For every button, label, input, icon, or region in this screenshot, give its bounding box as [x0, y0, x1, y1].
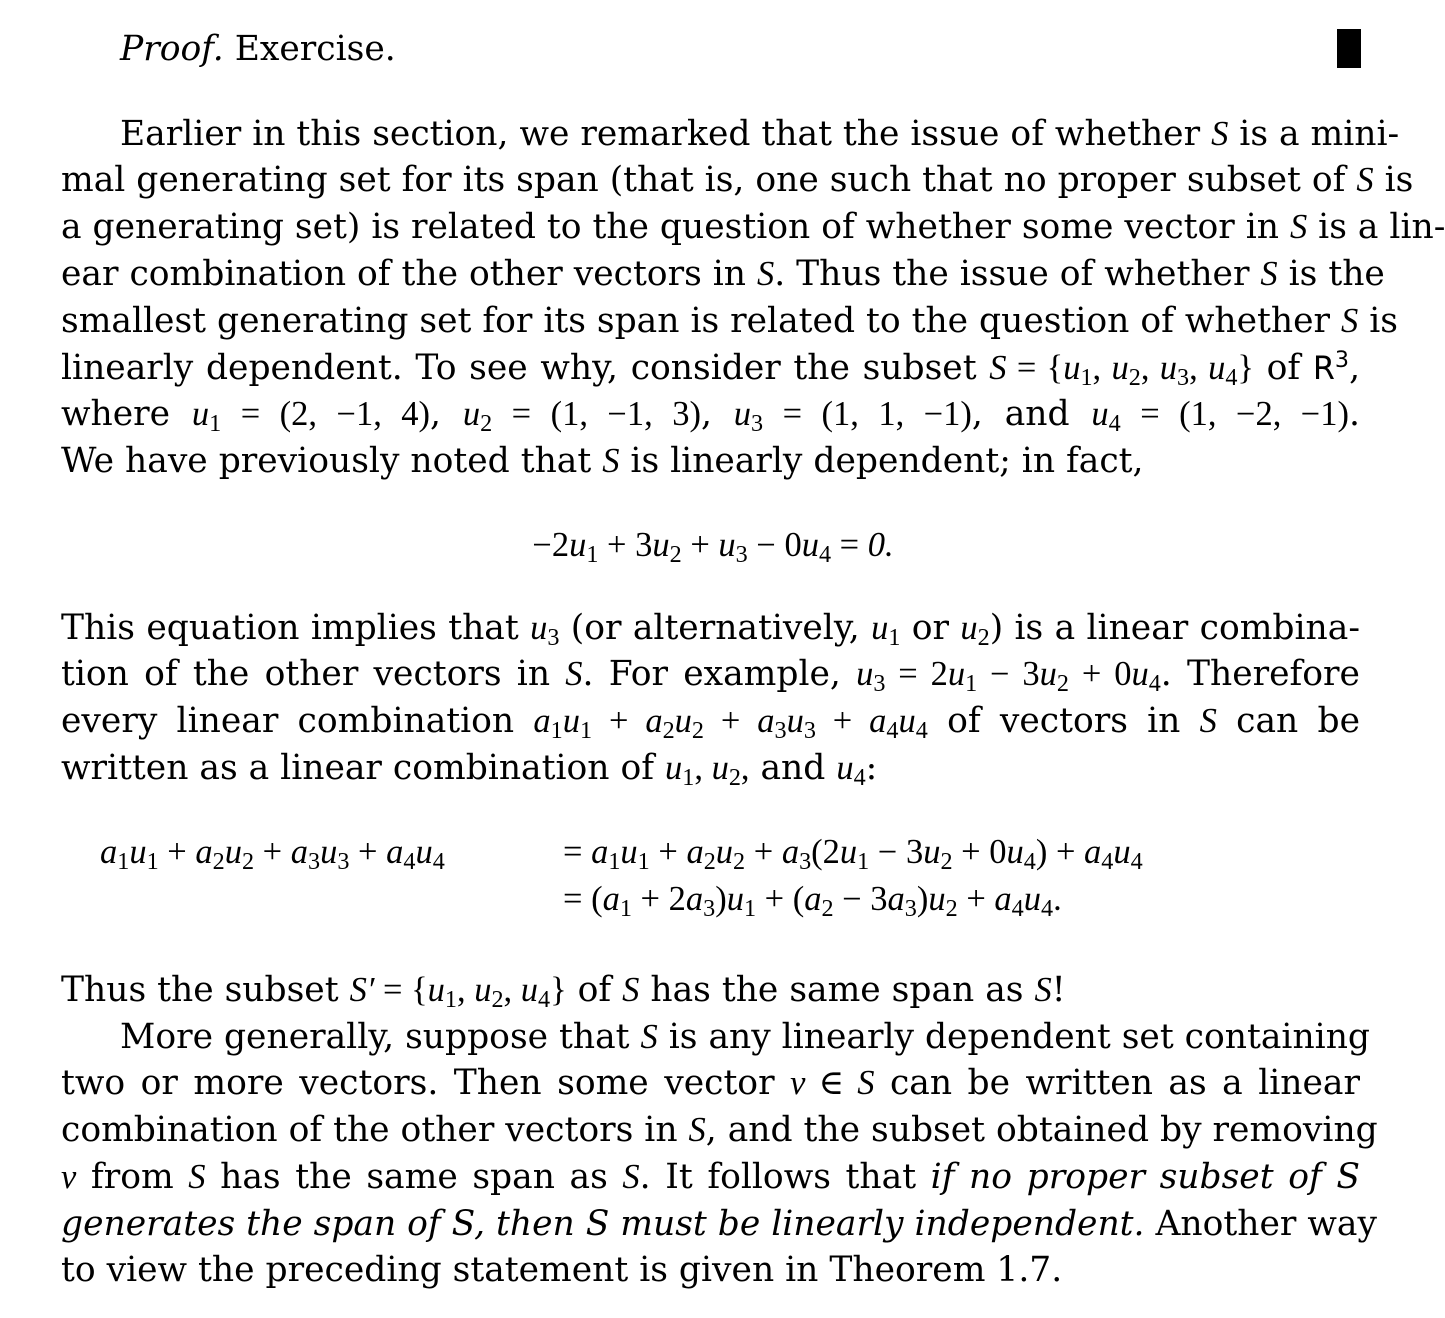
- para4-line4: v from S has the same span as S. It follows that if no proper subset of S: [61, 1157, 1360, 1197]
- emphasis-start: if no proper subset of S: [930, 1157, 1360, 1197]
- para4-line2: two or more vectors. Then some vector v ∈ S can be written as a linear: [61, 1063, 1360, 1103]
- u2-def: $u_2 = (1$, −1, 3): [462, 395, 701, 438]
- para2-line4: written as a linear combination of $u_1$, $u_2$, and $u_4$:: [61, 748, 878, 792]
- u4-def: $u_4 = (1$, −2, −1): [1091, 395, 1349, 438]
- u1-def: $u_1 = (2$, −1, 4): [191, 395, 431, 438]
- equation-lhs: $a_1u_1 + a_2u_2 + a_3u_3 + a_4u_4$: [100, 833, 445, 876]
- para1-line7: where $u_1 = (2$, −1, 4), $u_2 = (1$, −1, 3), $u_3 = (1$, 1, −1), and $u_4 = (1$, −2, −1).: [61, 394, 1360, 438]
- set-S-definition: $S = \{u_1$, $u_2$, $u_3$, $u_4$}: [989, 349, 1254, 392]
- para3-line1: Thus the subset $S' = \{u_1$, $u_2$, $u_4$} of S has the same span as S!: [61, 970, 1066, 1014]
- para4-line6: to view the preceding statement is given in Theorem 1.7.: [61, 1250, 1063, 1290]
- qed-tombstone-icon: [1337, 29, 1361, 68]
- u3-def: $u_3 = (1$, 1, −1): [733, 395, 972, 438]
- proof-text: Exercise.: [223, 29, 396, 69]
- equation-dependence: $-2u_1 + 3u_2 + u_3 - 0u_4 = 0$.: [532, 526, 894, 569]
- para1-line6: linearly dependent. To see why, consider the subset $S = \{u_1$, $u_2$, $u_3$, $u_4$} of $R^3$,: [61, 346, 1361, 392]
- emphasis-end: generates the span of S, then S must be linearly independent.: [61, 1204, 1145, 1244]
- proof-line: [120, 26, 396, 72]
- para4-line1: More generally, suppose that S is any linearly dependent set containing: [120, 1017, 1371, 1057]
- para4-line3: combination of the other vectors in S, and the subset obtained by removing: [61, 1110, 1378, 1150]
- para1-line3: a generating set) is related to the question of whether some vector in S is a lin-: [61, 207, 1445, 247]
- para1-line8: We have previously noted that S is linearly dependent; in fact,: [61, 441, 1144, 481]
- equation-rhs-line2: = $(a_1 + 2a_3)u_1 + (a_2 - 3a_3)u_2 + a_4u_4$.: [563, 880, 1062, 923]
- r3-space: $R^3$: [1312, 346, 1350, 387]
- para2-line2: tion of the other vectors in S. For example, $u_3 = 2u_1 - 3u_2 + 0u_4$. Therefore: [61, 654, 1360, 698]
- para1-line5: smallest generating set for its span is related to the question of whether S is: [61, 301, 1398, 341]
- equation-rhs-line1: = $a_1u_1 + a_2u_2 + a_3(2u_1 - 3u_2 + 0u_4) + a_4u_4$: [563, 833, 1143, 876]
- proof-label: Proof.: [120, 29, 224, 69]
- para1-line4: ear combination of the other vectors in S. Thus the issue of whether S is the: [61, 254, 1385, 294]
- para2-line1: This equation implies that $u_3$ (or alternatively, $u_1$ or $u_2$) is a linear combina-: [61, 608, 1361, 652]
- para1-line1: Earlier in this section, we remarked that the issue of whether S is a mini-: [120, 114, 1400, 154]
- para4-line5: generates the span of S, then S must be linearly independent. Another way: [61, 1204, 1377, 1244]
- para2-line3: every linear combination $a_1u_1 + a_2u_2 + a_3u_3 + a_4u_4$ of vectors in S can be: [61, 701, 1360, 745]
- para1-line2: mal generating set for its span (that is, one such that no proper subset of S is: [61, 160, 1414, 200]
